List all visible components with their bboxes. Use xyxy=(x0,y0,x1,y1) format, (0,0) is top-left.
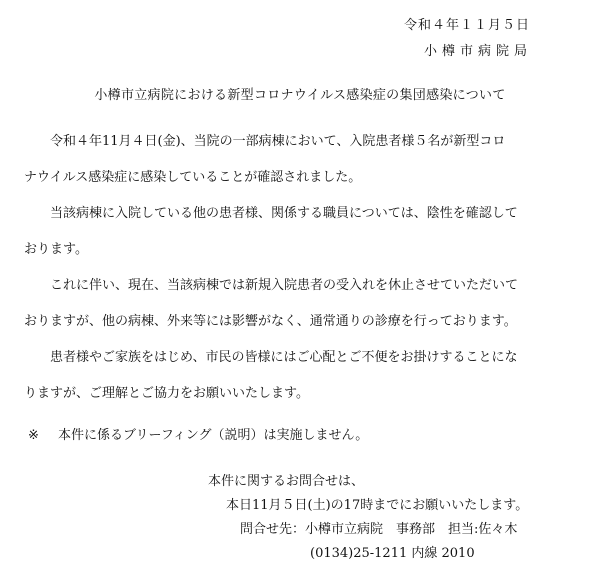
paragraph-4 xyxy=(24,340,564,412)
paragraph-2 xyxy=(24,196,564,268)
paragraph-1 xyxy=(24,124,564,196)
paragraph-line: りますが、ご理解とご協力をお願いいたします。 xyxy=(24,386,309,401)
issuer-name: 小樽市病院局 xyxy=(423,44,532,59)
paragraph-line: おります。 xyxy=(24,242,88,257)
paragraph-line: ナウイルス感染症に感染していることが確認されました。 xyxy=(24,170,362,185)
briefing-note-text: 本件に係るブリーフィング（説明）は実施しません。 xyxy=(58,428,369,443)
contact-phone: (0134)25-1211 内線 2010 xyxy=(310,546,475,561)
paragraph-line: 令和４年11月４日(金)、当院の一部病棟において、入院患者様５名が新型コロ xyxy=(50,134,506,149)
paragraph-line: おりますが、他の病棟、外来等には影響がなく、通常通りの診療を行っております。 xyxy=(24,314,517,329)
contact-intro: 本件に関するお問合せは、 xyxy=(208,474,365,489)
paragraph-3 xyxy=(24,268,564,340)
contact-department: 問合せ先：小樽市立病院 事務部 担当:佐々木 xyxy=(240,522,518,537)
document-date: 令和４年１１月５日 xyxy=(403,18,530,33)
document-title: 小樽市立病院における新型コロナウイルス感染症の集団感染について xyxy=(94,88,506,103)
reference-mark: ※ xyxy=(28,428,39,443)
paragraph-line: これに伴い、現在、当該病棟では新規入院患者の受入れを休止させていただいて xyxy=(50,278,519,293)
contact-hours: 本日11月５日(土)の17時までにお願いいたします。 xyxy=(226,498,529,513)
paragraph-line: 患者様やご家族をはじめ、市民の皆様にはご心配とご不便をお掛けすることにな xyxy=(50,350,518,365)
briefing-note xyxy=(28,424,368,443)
paragraph-line: 当該病棟に入院している他の患者様、関係する職員については、陰性を確認して xyxy=(50,206,518,221)
